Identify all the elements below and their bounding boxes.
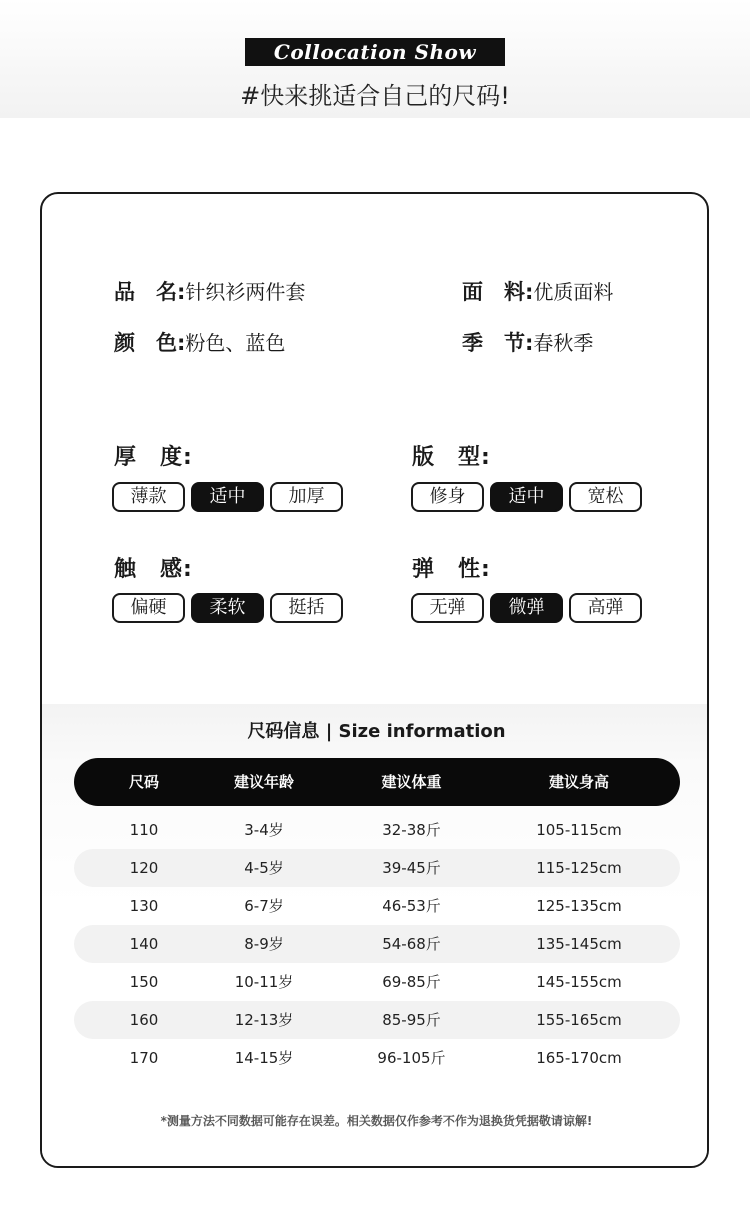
cell-weight: 69-85斤 — [382, 973, 441, 991]
cell-weight: 39-45斤 — [382, 859, 441, 877]
cell-age: 8-9岁 — [244, 935, 284, 953]
feel-title: 触 感: — [114, 557, 193, 582]
thickness-option-thin: 薄款 — [112, 482, 185, 512]
cell-height: 105-115cm — [536, 821, 622, 839]
thickness-option-thick: 加厚 — [270, 482, 343, 512]
feel-option-crisp: 挺括 — [270, 593, 343, 623]
cell-weight: 32-38斤 — [382, 821, 441, 839]
spec-name — [114, 276, 305, 306]
spec-fabric — [462, 276, 613, 306]
header-weight: 建议体重 — [381, 773, 442, 791]
cell-size: 170 — [129, 1049, 159, 1067]
elasticity-option-slight: 微弹 — [490, 593, 563, 623]
fit-option-regular: 适中 — [490, 482, 563, 512]
cell-weight: 54-68斤 — [382, 935, 441, 953]
cell-weight: 85-95斤 — [382, 1011, 441, 1029]
size-table-title: 尺码信息 | Size information — [247, 721, 506, 742]
spec-season — [462, 327, 593, 357]
thickness-option-medium: 适中 — [191, 482, 264, 512]
cell-weight: 96-105斤 — [377, 1049, 446, 1067]
cell-height: 125-135cm — [536, 897, 622, 915]
feel-options — [112, 593, 343, 623]
spec-fabric-label: 面 料: — [462, 280, 534, 304]
cell-size: 150 — [129, 973, 159, 991]
cell-size: 160 — [129, 1011, 159, 1029]
spec-season-label: 季 节: — [462, 331, 534, 355]
cell-age: 12-13岁 — [234, 1011, 294, 1029]
cell-age: 10-11岁 — [234, 973, 294, 991]
table-row — [74, 1001, 680, 1039]
cell-height: 115-125cm — [536, 859, 622, 877]
spec-name-value: 针织衫两件套 — [185, 280, 306, 304]
cell-size: 120 — [129, 859, 159, 877]
elasticity-options — [411, 593, 642, 623]
table-row — [74, 925, 680, 963]
header-height: 建议身高 — [548, 773, 609, 791]
spec-color-label: 颜 色: — [114, 331, 186, 355]
spec-fabric-value: 优质面料 — [533, 280, 614, 304]
spec-color-value: 粉色、蓝色 — [185, 331, 286, 355]
table-row — [74, 887, 680, 925]
thickness-options — [112, 482, 343, 512]
spec-season-value: 春秋季 — [533, 331, 594, 355]
cell-age: 14-15岁 — [234, 1049, 294, 1067]
fit-option-loose: 宽松 — [569, 482, 642, 512]
cell-weight: 46-53斤 — [382, 897, 441, 915]
elasticity-option-none: 无弹 — [411, 593, 484, 623]
cell-height: 165-170cm — [536, 1049, 622, 1067]
page-subtitle: #快来挑适合自己的尺码! — [240, 82, 510, 110]
cell-size: 110 — [129, 821, 159, 839]
cell-age: 6-7岁 — [244, 897, 284, 915]
feel-option-stiff: 偏硬 — [112, 593, 185, 623]
fit-title: 版 型: — [412, 445, 491, 470]
cell-size: 140 — [129, 935, 159, 953]
table-row — [74, 1039, 680, 1077]
cell-height: 135-145cm — [536, 935, 622, 953]
table-row — [74, 811, 680, 849]
elasticity-option-high: 高弹 — [569, 593, 642, 623]
header-age: 建议年龄 — [233, 773, 294, 791]
table-row — [74, 849, 680, 887]
thickness-title: 厚 度: — [114, 445, 193, 470]
cell-age: 3-4岁 — [244, 821, 284, 839]
spec-name-label: 品 名: — [114, 280, 186, 304]
product-info-card — [40, 192, 709, 1168]
fit-option-slim: 修身 — [411, 482, 484, 512]
feel-option-soft: 柔软 — [191, 593, 264, 623]
collocation-banner: Collocation Show — [245, 38, 505, 66]
elasticity-title: 弹 性: — [412, 557, 491, 582]
header-size: 尺码 — [128, 773, 159, 791]
spec-color — [114, 327, 285, 357]
cell-age: 4-5岁 — [244, 859, 284, 877]
fit-options — [411, 482, 642, 512]
cell-size: 130 — [129, 897, 159, 915]
measurement-footnote: *测量方法不同数据可能存在误差。相关数据仅作参考不作为退换货凭据敬请谅解! — [160, 1114, 593, 1128]
cell-height: 145-155cm — [536, 973, 622, 991]
cell-height: 155-165cm — [536, 1011, 622, 1029]
table-row — [74, 963, 680, 1001]
size-table-header — [74, 758, 680, 806]
